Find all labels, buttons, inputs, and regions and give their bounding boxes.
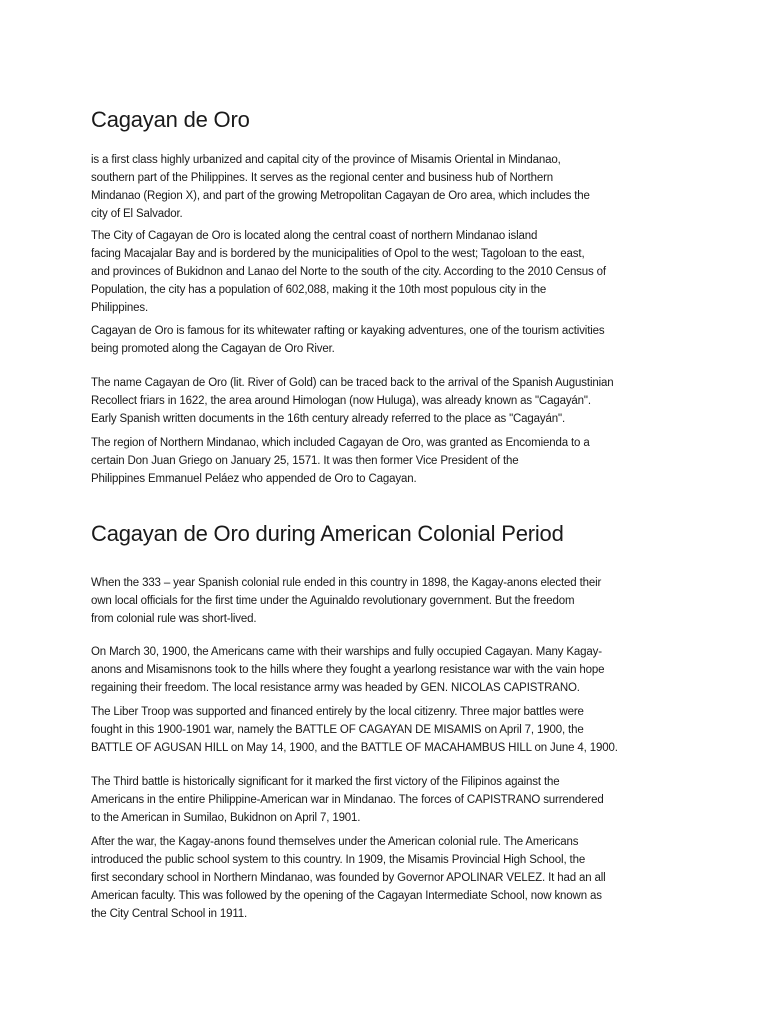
paragraph-location: The City of Cagayan de Oro is located along the central coast of northern Mindanao island facing Macajalar Bay and is bordered by the municipalities of Opol to the west; Tagoloan to the east, and provinces of Bukidnon and Lanao del Norte to the south of the city. According to the 2010 Census of Population, the city has a population of 602,088, making it the 10th most populous city in the Philippines. bbox=[91, 230, 606, 314]
paragraph-american-occupation: On March 30, 1900, the Americans came with their warships and fully occupied Cagayan. Many Kagay- anons and Misamisnons took to the hills where they fought a yearlong resistance war with the vain hope regaining their freedom. The local resistance army was headed by GEN. NICOLAS CAPISTRANO. bbox=[91, 646, 605, 694]
paragraph-name-origin: The name Cagayan de Oro (lit. River of Gold) can be traced back to the arrival of the Spanish Augustinian Recollect friars in 1622, the area around Himologan (now Huluga), was already known as "Cagayán". Early Spanish written documents in the 16th century already referred to the place as "Cagayán". bbox=[91, 377, 614, 425]
paragraph-intro: is a first class highly urbanized and capital city of the province of Misamis Oriental in Mindanao, southern part of the Philippines. It serves as the regional center and business hub of Northern Mindanao (Region X), and part of the growing Metropolitan Cagayan de Oro area, which includes the city of El Salvador. bbox=[91, 154, 590, 220]
paragraph-third-battle: The Third battle is historically significant for it marked the first victory of the Filipinos against the Americans in the entire Philippine-American war in Mindanao. The forces of CAPISTRANO surrendered to the American in Sumilao, Bukidnon on April 7, 1901. bbox=[91, 776, 604, 824]
section-title-american-colonial-period: Cagayan de Oro during American Colonial Period bbox=[91, 521, 564, 546]
paragraph-tourism: Cagayan de Oro is famous for its whitewater rafting or kayaking adventures, one of the tourism activities being promoted along the Cagayan de Oro River. bbox=[91, 325, 605, 355]
section-title-cagayan-de-oro: Cagayan de Oro bbox=[91, 107, 250, 132]
paragraph-liber-troop: The Liber Troop was supported and financed entirely by the local citizenry. Three major battles were fought in this 1900-1901 war, namely the BATTLE OF CAGAYAN DE MISAMIS on April 7, 1900, the BATTLE OF AGUSAN HILL on May 14, 1900, and the BATTLE OF MACAHAMBUS HILL on June 4, 1900. bbox=[91, 706, 618, 754]
paragraph-spanish-rule-end: When the 333 – year Spanish colonial rule ended in this country in 1898, the Kagay-anons elected their own local officials for the first time under the Aguinaldo revolutionary government. But the freedom from colonial rule was short-lived. bbox=[91, 577, 602, 625]
paragraph-school-system: After the war, the Kagay-anons found themselves under the American colonial rule. The Americans introduced the public school system to this country. In 1909, the Misamis Provincial High School, the first secondary school in Northern Mindanao, was founded by Governor APOLINAR VELEZ. It had an all American faculty. This was followed by the opening of the Cagayan Intermediate School, now known as the City Central School in 1911. bbox=[91, 836, 606, 920]
paragraph-encomienda: The region of Northern Mindanao, which included Cagayan de Oro, was granted as Encomienda to a certain Don Juan Griego on January 25, 1571. It was then former Vice President of the Philippines Emmanuel Peláez who appended de Oro to Cagayan. bbox=[91, 437, 590, 485]
